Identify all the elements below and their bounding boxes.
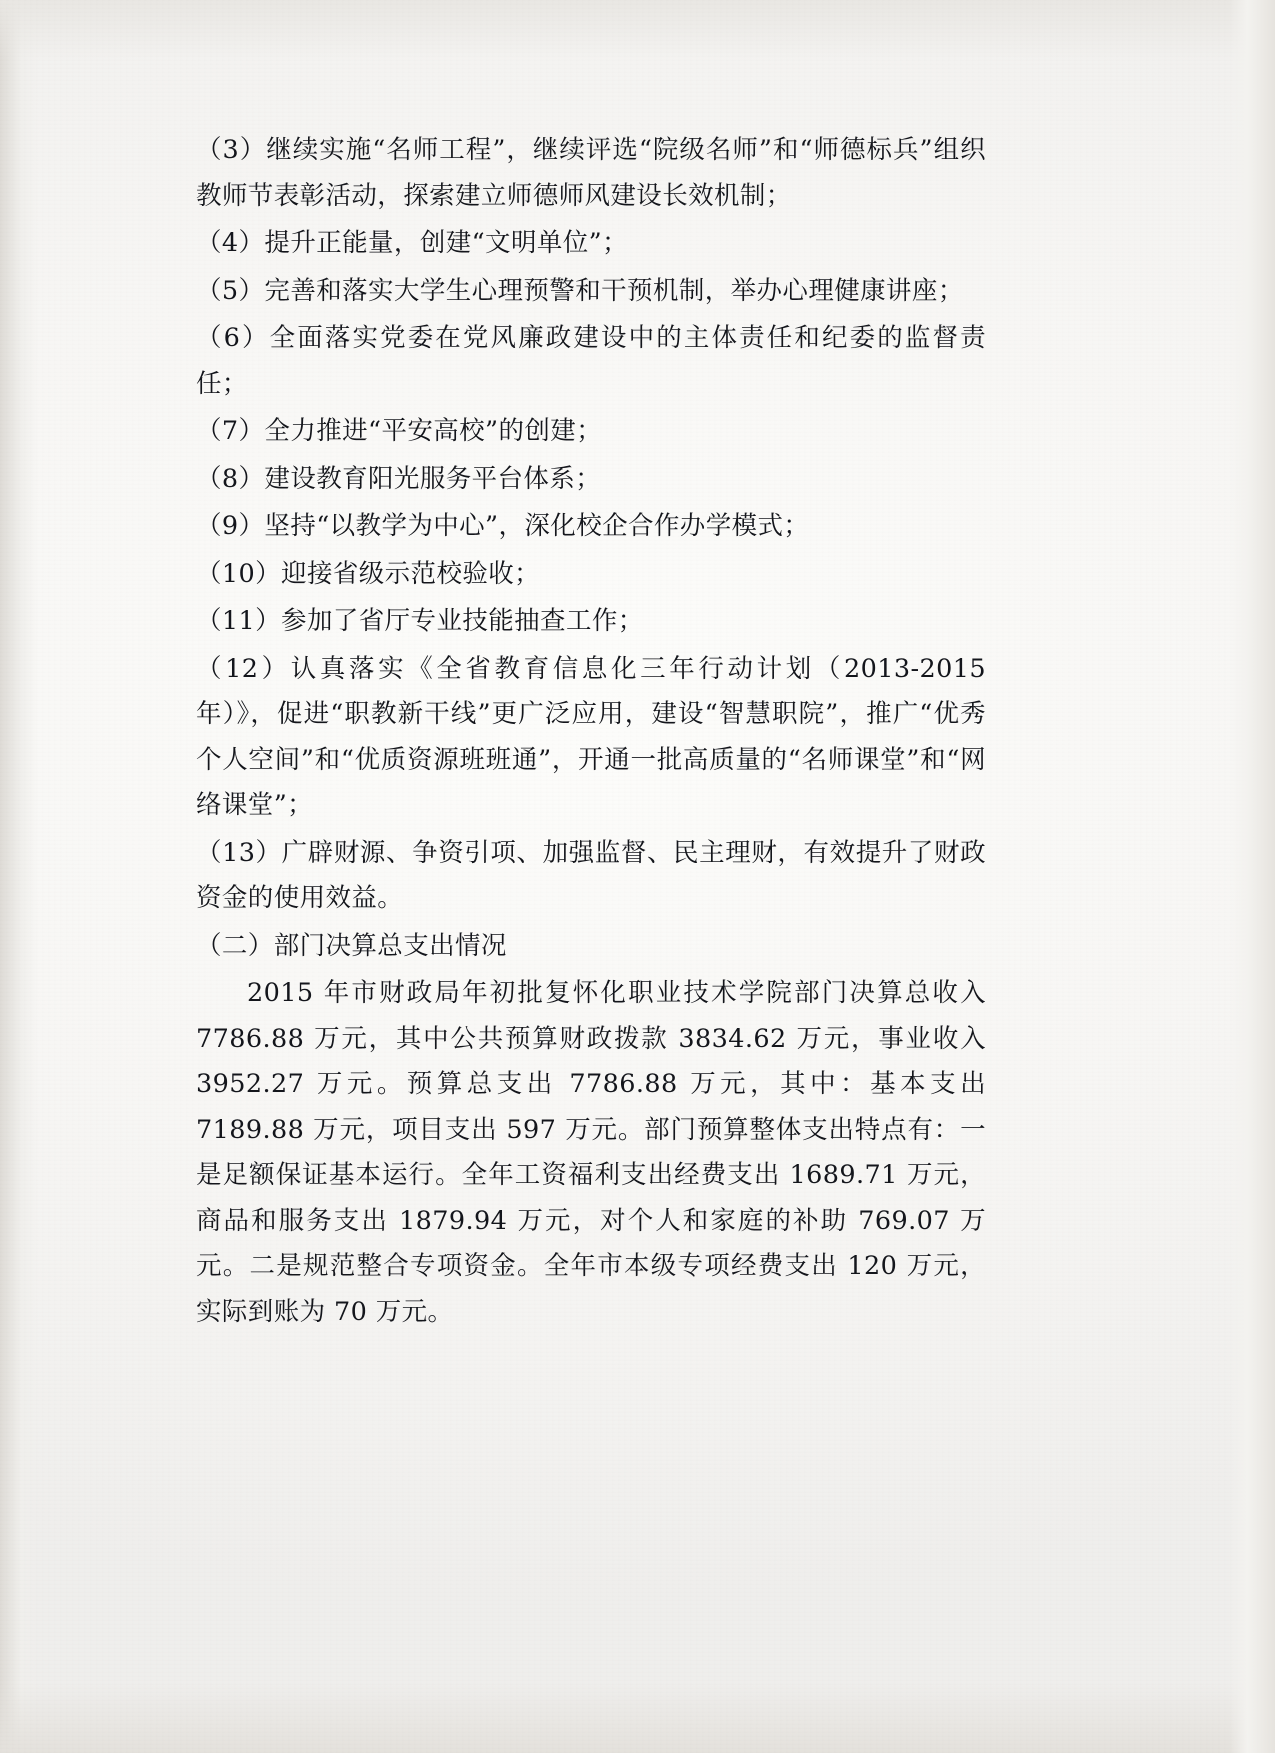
list-item-8: （8）建设教育阳光服务平台体系；	[196, 463, 602, 494]
list-item-3: （3）继续实施“名师工程”，继续评选“院级名师”和“师德标兵”组织教师节表彰活动，探索建立师德师风建设长效机制；	[196, 135, 986, 211]
list-item-9: （9）坚持“以教学为中心”，深化校企合作办学模式；	[196, 511, 810, 541]
paper-top-shading	[0, 0, 1275, 60]
list-item-7: （7）全力推进“平安高校”的创建；	[196, 416, 603, 446]
list-item-10: （10）迎接省级示范校验收；	[196, 558, 541, 589]
list-item-12: （12）认真落实《全省教育信息化三年行动计划（2013-2015年）》，促进“职教新干线”更广泛应用，建设“智慧职院”，推广“优秀个人空间”和“优质资源班班通”，开通一批高质量的“名师课堂”和“网络课堂”；	[196, 653, 986, 820]
list-item-4: （4）提升正能量，创建“文明单位”；	[196, 228, 628, 258]
body-paragraph-budget-summary: 2015 年市财政局年初批复怀化职业技术学院部门决算总收入 7786.88 万元，其中公共预算财政拨款 3834.62 万元，事业收入 3952.27 万元。预算总支出 7786.88 万元，其中：基本支出 7189.88 万元，项目支出 597 万元。部门预算整体支出特点有：一是足额保证基本运行。全年工资福利支出经费支出 1689.71 万元，商品和服务支出 1879.94 万元，对个人和家庭的补助 769.07 万元。二是规范整合专项资金。全年市本级专项经费支出 120 万元，实际到账为 70 万元。	[196, 978, 986, 1327]
section-heading: （二）部门决算总支出情况	[196, 930, 507, 961]
list-item-6: （6）全面落实党委在党风廉政建设中的主体责任和纪委的监督责任；	[196, 323, 986, 399]
list-item-5: （5）完善和落实大学生心理预警和干预机制，举办心理健康讲座；	[196, 275, 964, 306]
paper-bottom-shading	[0, 1683, 1275, 1753]
list-item-13: （13）广辟财源、争资引项、加强监督、民主理财，有效提升了财政资金的使用效益。	[196, 837, 986, 913]
document-text-column	[196, 128, 986, 1337]
list-item-11: （11）参加了省厅专业技能抽查工作；	[196, 606, 644, 636]
